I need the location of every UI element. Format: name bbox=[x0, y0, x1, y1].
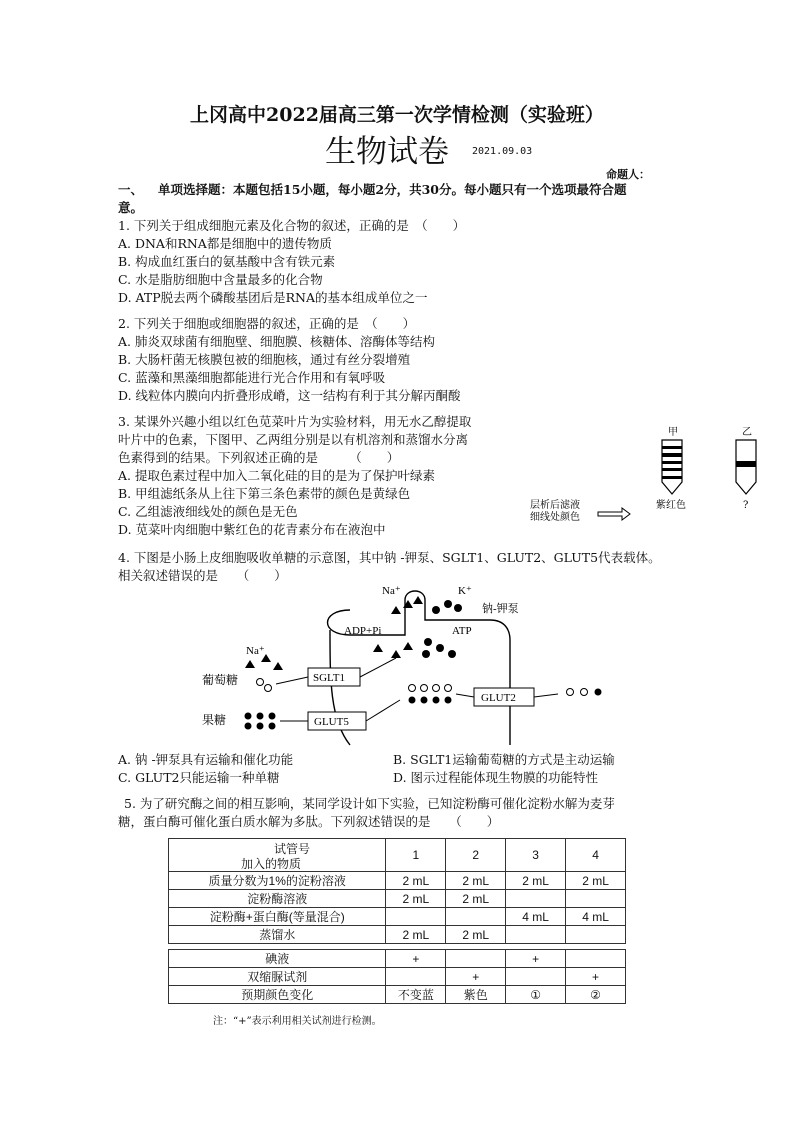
na-ion bbox=[391, 606, 401, 614]
glucose-molecule bbox=[433, 685, 440, 692]
section-instructions: 单项选择题：本题包括15小题，每小题2分，共30分。每小题只有一个选项最符合题 bbox=[158, 182, 627, 197]
atp-label: ATP bbox=[452, 625, 472, 637]
table-cell bbox=[446, 908, 506, 926]
q5-stem-2: 糖，蛋白酶可催化蛋白质水解为多肽。下列叙述错误的是 （ ） bbox=[118, 814, 500, 829]
table-cell bbox=[386, 908, 446, 926]
q3-option-c: C. 乙组滤液细线处的颜色是无色 bbox=[118, 504, 298, 519]
q4-option-c: C. GLUT2只能运输一种单糖 bbox=[118, 770, 280, 785]
arrow-icon bbox=[598, 508, 630, 520]
q3-option-a: A. 提取色素过程中加入二氧化硅的目的是为了保护叶绿素 bbox=[118, 468, 435, 483]
table-cell: ① bbox=[506, 986, 566, 1004]
table-cell: + bbox=[386, 950, 446, 968]
chromatography-figure bbox=[528, 424, 768, 524]
fructose-molecule bbox=[433, 697, 440, 704]
pump-label: 钠-钾泵 bbox=[482, 603, 519, 615]
na-ion bbox=[245, 660, 255, 668]
na-left-label: Na⁺ bbox=[246, 645, 265, 657]
experiment-table bbox=[168, 838, 626, 944]
k-ion bbox=[448, 650, 456, 658]
section-label: 一、 bbox=[118, 182, 144, 197]
table-cell bbox=[566, 950, 626, 968]
strip-jia-label: 甲 bbox=[668, 427, 678, 438]
table-row bbox=[169, 968, 626, 986]
q1-option-b: B. 构成血红蛋白的氨基酸中含有铁元素 bbox=[118, 254, 336, 269]
table-row bbox=[169, 926, 626, 944]
k-ion bbox=[454, 604, 462, 612]
arrow-line bbox=[534, 694, 558, 697]
table-cell: 4 mL bbox=[506, 908, 566, 926]
note-line-1: 层析后滤液 bbox=[530, 500, 580, 511]
glucose-molecule bbox=[445, 685, 452, 692]
row-label: 蒸馏水 bbox=[169, 926, 386, 944]
q3-stem-1: 3. 某课外兴趣小组以红色苋菜叶片为实验材料，用无水乙醇提取 bbox=[118, 414, 472, 429]
table-row bbox=[169, 872, 626, 890]
band bbox=[662, 468, 682, 471]
col-header: 2 bbox=[446, 839, 506, 872]
q1-option-d: D. ATP脱去两个磷酸基团后是RNA的基本组成单位之一 bbox=[118, 290, 428, 305]
fructose-molecule bbox=[245, 713, 252, 720]
table-cell bbox=[506, 968, 566, 986]
strip-yi-label: 乙 bbox=[742, 427, 752, 438]
table-row bbox=[169, 908, 626, 926]
author-label: 命题人： bbox=[606, 168, 650, 181]
q2-option-a: A. 肺炎双球菌有细胞壁、细胞膜、核糖体、溶酶体等结构 bbox=[118, 334, 435, 349]
na-ion bbox=[273, 662, 283, 670]
table-cell: 2 mL bbox=[446, 926, 506, 944]
table-cell: 2 mL bbox=[446, 890, 506, 908]
q4-option-d: D. 图示过程能体现生物膜的功能特性 bbox=[393, 770, 599, 785]
table-cell: 2 mL bbox=[506, 872, 566, 890]
table-cell: 2 mL bbox=[566, 872, 626, 890]
q1-option-c: C. 水是脂肪细胞中含量最多的化合物 bbox=[118, 272, 323, 287]
k-ion bbox=[422, 650, 430, 658]
table-cell: ② bbox=[566, 986, 626, 1004]
table-note: 注：“+”表示利用相关试剂进行检测。 bbox=[213, 1016, 382, 1027]
band bbox=[662, 453, 682, 457]
q1-stem: 1. 下列关于组成细胞元素及化合物的叙述，正确的是 （ ） bbox=[118, 218, 466, 233]
fructose-molecule bbox=[257, 713, 264, 720]
table-cell: 紫色 bbox=[446, 986, 506, 1004]
sglt1-label: SGLT1 bbox=[313, 672, 345, 684]
table-cell bbox=[566, 926, 626, 944]
table-row bbox=[169, 890, 626, 908]
q4-option-b: B. SGLT1运输葡萄糖的方式是主动运输 bbox=[393, 752, 615, 767]
fructose-molecule bbox=[409, 697, 416, 704]
arrow-line bbox=[366, 700, 400, 721]
q4-stem-2: 相关叙述错误的是 （ ） bbox=[118, 568, 287, 583]
k-ion bbox=[436, 644, 444, 652]
band bbox=[662, 446, 682, 449]
glucose-molecule bbox=[567, 689, 574, 696]
table-cell: 不变蓝 bbox=[386, 986, 446, 1004]
q4-stem-1: 4. 下图是小肠上皮细胞吸收单糖的示意图，其中钠 -钾泵、SGLT1、GLUT2、GLUT5代表载体。 bbox=[118, 550, 661, 565]
q3-option-b: B. 甲组滤纸条从上往下第三条色素带的颜色是黄绿色 bbox=[118, 486, 411, 501]
table-cell: + bbox=[506, 950, 566, 968]
q2-stem: 2. 下列关于细胞或细胞器的叙述，正确的是 （ ） bbox=[118, 316, 416, 331]
arrow-line bbox=[360, 658, 396, 677]
table-corner-cell bbox=[169, 839, 386, 872]
na-ion bbox=[413, 596, 423, 604]
q2-option-c: C. 蓝藻和黑藻细胞都能进行光合作用和有氧呼吸 bbox=[118, 370, 386, 385]
unknown-label: ? bbox=[743, 500, 749, 511]
fructose-molecule bbox=[257, 723, 264, 730]
table-row bbox=[169, 950, 626, 968]
fructose-molecule bbox=[269, 723, 276, 730]
row-label: 质量分数为1%的淀粉溶液 bbox=[169, 872, 386, 890]
glucose-label: 葡萄糖 bbox=[202, 673, 239, 687]
na-top-label: Na⁺ bbox=[382, 585, 401, 597]
table-cell: 2 mL bbox=[386, 872, 446, 890]
detection-table bbox=[168, 949, 626, 1004]
table-cell: + bbox=[566, 968, 626, 986]
glucose-molecule bbox=[581, 689, 588, 696]
table-cell: 2 mL bbox=[446, 872, 506, 890]
table-header-row bbox=[169, 839, 626, 872]
corner-top: 试管号 bbox=[274, 842, 311, 856]
k-top-label: K⁺ bbox=[458, 585, 472, 597]
subject-title: 生物试卷 bbox=[325, 134, 449, 170]
exam-date: 2021.09.03 bbox=[472, 146, 533, 157]
col-header: 4 bbox=[566, 839, 626, 872]
row-label: 碘液 bbox=[169, 950, 386, 968]
adp-label: ADP+Pi bbox=[344, 625, 382, 637]
band bbox=[662, 461, 682, 464]
table-cell bbox=[506, 890, 566, 908]
fructose-molecule bbox=[445, 697, 452, 704]
arrow-line bbox=[456, 694, 474, 697]
q2-option-b: B. 大肠杆菌无核膜包被的细胞核，通过有丝分裂增殖 bbox=[118, 352, 411, 367]
q1-option-a: A. DNA和RNA都是细胞中的遗传物质 bbox=[118, 236, 332, 251]
row-label: 双缩脲试剂 bbox=[169, 968, 386, 986]
glucose-molecule bbox=[265, 685, 272, 692]
glucose-molecule bbox=[409, 685, 416, 692]
glucose-molecule bbox=[257, 679, 264, 686]
note-line-2: 细线处颜色 bbox=[530, 512, 580, 523]
transport-figure bbox=[200, 580, 620, 750]
q2-option-d: D. 线粒体内膜向内折叠形成嵴，这一结构有利于其分解丙酮酸 bbox=[118, 388, 461, 403]
q3-stem-3: 色素得到的结果。下列叙述正确的是 （ ） bbox=[118, 450, 400, 465]
q3-stem-2: 叶片中的色素，下图甲、乙两组分别是以有机溶剂和蒸馏水分离 bbox=[118, 432, 469, 447]
table-cell bbox=[386, 968, 446, 986]
row-label: 淀粉酶溶液 bbox=[169, 890, 386, 908]
fructose-molecule bbox=[421, 697, 428, 704]
arrow-line bbox=[276, 677, 308, 684]
na-ion bbox=[403, 642, 413, 650]
fructose-molecule bbox=[269, 713, 276, 720]
band bbox=[662, 476, 682, 479]
transport-svg bbox=[200, 580, 620, 750]
na-ion bbox=[373, 644, 383, 652]
section-instructions-cont: 意。 bbox=[118, 200, 144, 215]
purple-label: 紫红色 bbox=[656, 500, 686, 511]
table-cell: + bbox=[446, 968, 506, 986]
k-ion bbox=[432, 606, 440, 614]
table-cell bbox=[506, 926, 566, 944]
q4-option-a: A. 钠 -钾泵具有运输和催化功能 bbox=[118, 752, 294, 767]
row-label: 预期颜色变化 bbox=[169, 986, 386, 1004]
na-ion bbox=[391, 650, 401, 658]
col-header: 3 bbox=[506, 839, 566, 872]
k-ion bbox=[444, 600, 452, 608]
chromatography-svg bbox=[528, 424, 768, 524]
band bbox=[736, 461, 756, 467]
q5-stem-1: 5. 为了研究酶之间的相互影响，某同学设计如下实验，已知淀粉酶可催化淀粉水解为麦芽 bbox=[124, 796, 615, 811]
corner-bottom: 加入的物质 bbox=[241, 857, 302, 871]
glut2-label: GLUT2 bbox=[481, 692, 516, 704]
row-label: 淀粉酶+蛋白酶(等量混合) bbox=[169, 908, 386, 926]
table-cell: 4 mL bbox=[566, 908, 626, 926]
glut5-label: GLUT5 bbox=[314, 716, 349, 728]
table-cell bbox=[446, 950, 506, 968]
fructose-label: 果糖 bbox=[202, 713, 227, 727]
k-ion bbox=[424, 638, 432, 646]
exam-title: 上冈高中2022届高三第一次学情检测（实验班） bbox=[190, 104, 604, 126]
table-cell: 2 mL bbox=[386, 890, 446, 908]
q3-option-d: D. 苋菜叶肉细胞中紫红色的花青素分布在液泡中 bbox=[118, 522, 386, 537]
col-header: 1 bbox=[386, 839, 446, 872]
table-cell bbox=[566, 890, 626, 908]
fructose-molecule bbox=[245, 723, 252, 730]
fructose-molecule bbox=[595, 689, 602, 696]
table-cell: 2 mL bbox=[386, 926, 446, 944]
table-row bbox=[169, 986, 626, 1004]
glucose-molecule bbox=[421, 685, 428, 692]
